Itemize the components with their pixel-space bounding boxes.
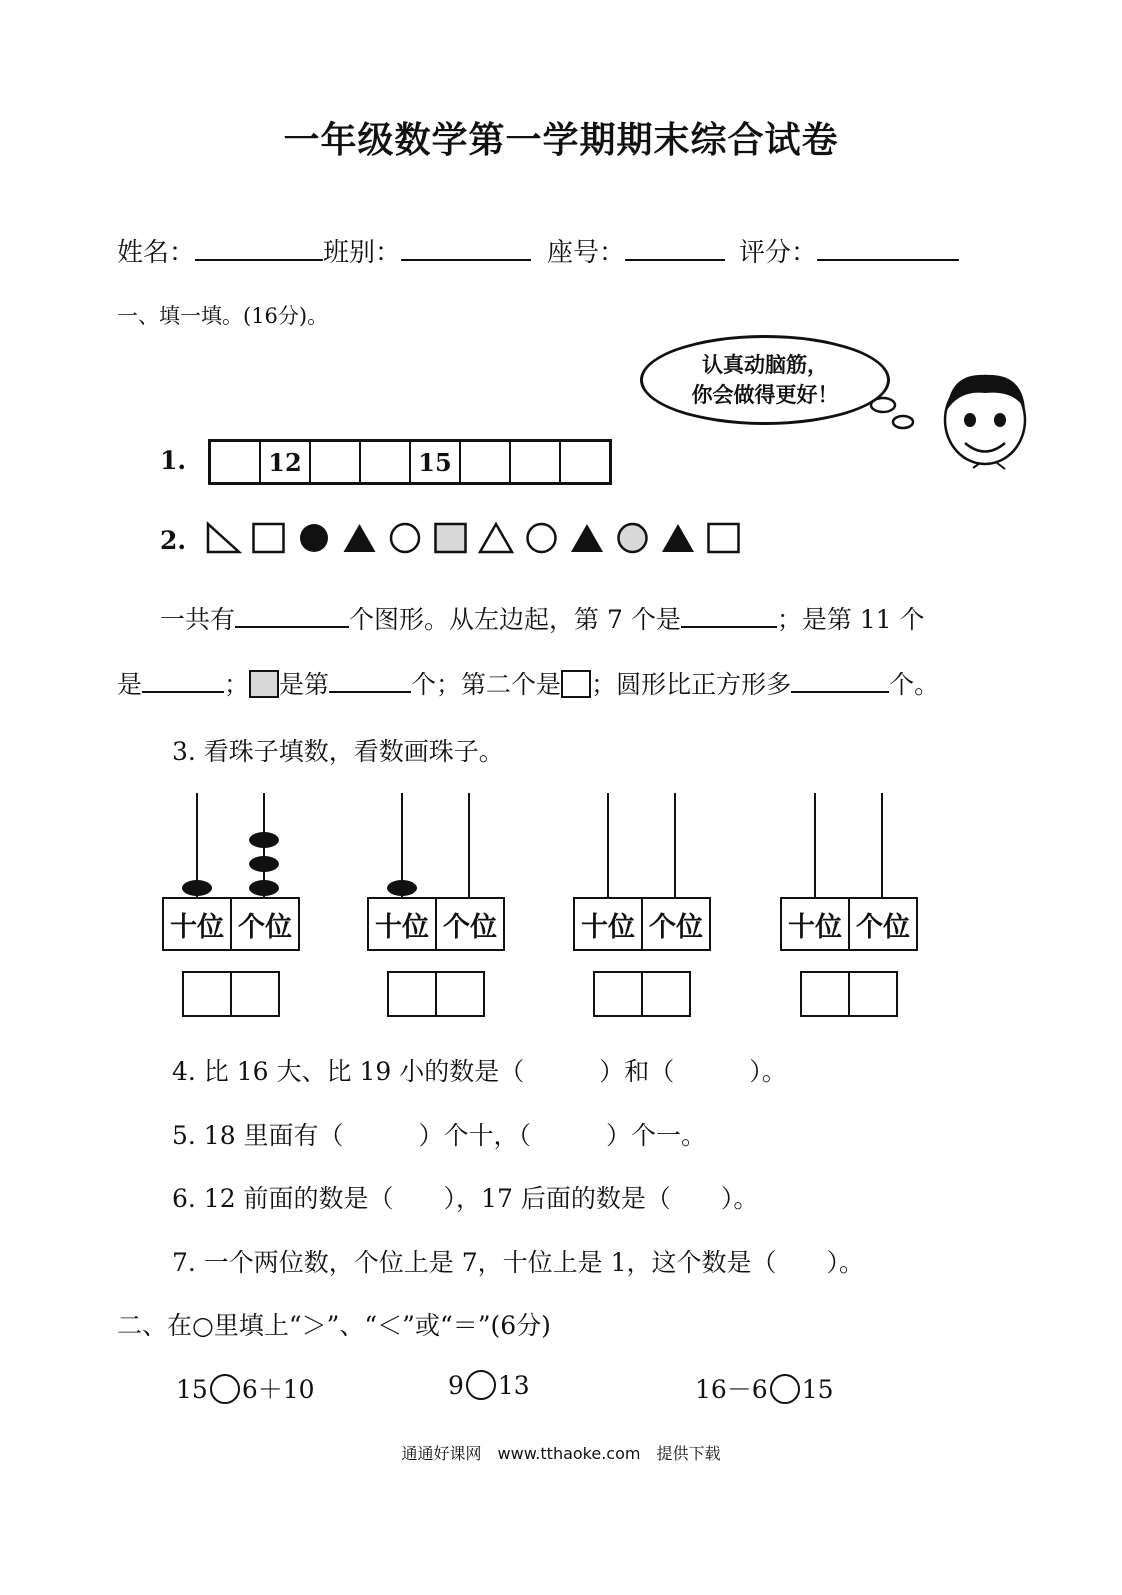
tens-label: 十位 — [575, 899, 643, 949]
bead-icon — [249, 856, 279, 872]
sequence-cell[interactable] — [511, 442, 561, 482]
ones-rod[interactable] — [468, 793, 470, 897]
gray-square-position-blank[interactable] — [329, 669, 411, 693]
place-value-label — [162, 897, 300, 951]
speech-bubble — [640, 335, 890, 425]
ones-label: 个位 — [649, 911, 703, 943]
q1-number: 1. — [160, 446, 187, 475]
total-shapes-blank[interactable] — [235, 604, 349, 628]
triangle-icon — [480, 524, 512, 552]
square-icon — [709, 524, 739, 552]
ones-label: 个位 — [238, 911, 292, 943]
q2-text-e: ； — [224, 670, 250, 699]
seventh-shape-blank[interactable] — [681, 604, 777, 628]
q2-text-c: ；是第 11 个 — [776, 605, 925, 634]
gray-square-icon — [436, 524, 466, 552]
sequence-cell[interactable] — [461, 442, 511, 482]
compare-circle[interactable] — [466, 1370, 496, 1400]
compare-right: 6＋10 — [241, 1375, 315, 1404]
q4-text: 4. 比 16 大、比 19 小的数是（ ）和（ ）。 — [172, 1057, 787, 1086]
q2-text-i: 个。 — [889, 670, 940, 699]
sequence-cell: 15 — [411, 442, 461, 482]
compare-item-2 — [448, 1370, 530, 1400]
q2-text-a: 一共有 — [160, 605, 236, 634]
sequence-cell: 12 — [261, 442, 311, 482]
abacus-answer-box[interactable] — [387, 971, 485, 1017]
tens-label: 十位 — [369, 899, 437, 949]
thought-bubbles — [855, 365, 1035, 475]
score-field[interactable] — [817, 237, 959, 261]
place-value-label — [573, 897, 711, 951]
speech-line-2: 你会做得更好！ — [691, 383, 839, 407]
filled-circle-icon — [300, 524, 328, 552]
q2-text-d: 是 — [117, 670, 143, 699]
ones-label: 个位 — [856, 911, 910, 943]
q2-text-h: ；圆形比正方形多 — [591, 670, 792, 699]
sequence-cell[interactable] — [361, 442, 411, 482]
filled-triangle-icon — [662, 524, 694, 552]
place-value-label — [780, 897, 918, 951]
ones-rod[interactable] — [674, 793, 676, 897]
filled-triangle-icon — [344, 524, 376, 552]
class-field[interactable] — [401, 237, 531, 261]
eleventh-shape-blank[interactable] — [142, 669, 224, 693]
sequence-cell[interactable] — [561, 442, 609, 482]
compare-right: 13 — [497, 1371, 530, 1400]
gray-circle-icon — [619, 524, 647, 552]
abacus-answer-box[interactable] — [800, 971, 898, 1017]
circle-icon — [391, 524, 419, 552]
footer-text: 通通好课网 www.tthaoke.com 提供下载 — [401, 1444, 721, 1463]
speech-line-1: 认真动脑筋， — [702, 353, 828, 377]
q5-text: 5. 18 里面有（ ）个十，（ ）个一。 — [172, 1121, 707, 1150]
q2-text-b: 个图形。从左边起，第 7 个是 — [349, 605, 681, 634]
section-2-heading: 二、在○里填上“＞”、“＜”或“＝”(6分) — [117, 1311, 551, 1340]
sequence-cell[interactable] — [211, 442, 261, 482]
square-icon — [254, 524, 284, 552]
bead-icon — [387, 880, 417, 896]
gray-square-icon — [249, 670, 279, 698]
circle-icon — [528, 524, 556, 552]
abacus-answer-box[interactable] — [593, 971, 691, 1017]
score-label: 评分： — [739, 238, 818, 268]
compare-circle[interactable] — [210, 1374, 240, 1404]
right-triangle-icon — [208, 524, 239, 552]
ones-label: 个位 — [443, 911, 497, 943]
student-info-line — [117, 232, 959, 269]
square-icon — [561, 670, 591, 698]
ones-rod[interactable] — [881, 793, 883, 897]
q7-text: 7. 一个两位数，个位上是 7，十位上是 1，这个数是（ ）。 — [172, 1248, 865, 1277]
number-sequence-row — [208, 439, 612, 485]
compare-item-1 — [176, 1370, 315, 1406]
page-title: 一年级数学第一学期期末综合试卷 — [283, 120, 839, 161]
tens-label: 十位 — [164, 899, 232, 949]
compare-item-3 — [695, 1370, 834, 1406]
filled-triangle-icon — [571, 524, 603, 552]
compare-right: 15 — [801, 1375, 834, 1404]
section-1-heading: 一、填一填。(16分)。 — [117, 304, 329, 328]
abacus-answer-box[interactable] — [182, 971, 280, 1017]
tens-rod[interactable] — [607, 793, 609, 897]
tens-label: 十位 — [782, 899, 850, 949]
q2-text-f: 是第 — [279, 670, 330, 699]
compare-left: 15 — [176, 1375, 208, 1404]
boy-face-icon — [945, 375, 1025, 469]
compare-left: 9 — [448, 1371, 464, 1400]
class-label: 班别： — [323, 238, 402, 268]
shape-sequence — [205, 518, 765, 558]
q6-text: 6. 12 前面的数是（ ），17 后面的数是（ ）。 — [172, 1184, 759, 1213]
q2-line-2 — [117, 665, 939, 701]
name-field[interactable] — [195, 237, 323, 261]
compare-circle[interactable] — [770, 1374, 800, 1404]
q2-text-g: 个；第二个是 — [411, 670, 562, 699]
compare-left: 16－6 — [695, 1375, 768, 1404]
name-label: 姓名： — [117, 238, 196, 268]
bead-icon — [249, 880, 279, 896]
bead-icon — [249, 832, 279, 848]
q2-line-1 — [160, 600, 925, 636]
tens-rod[interactable] — [814, 793, 816, 897]
bead-icon — [182, 880, 212, 896]
q2-number: 2. — [160, 526, 187, 555]
sequence-cell[interactable] — [311, 442, 361, 482]
place-value-label — [367, 897, 505, 951]
circle-square-diff-blank[interactable] — [791, 669, 889, 693]
seat-label: 座号： — [547, 238, 626, 268]
seat-field[interactable] — [625, 237, 725, 261]
q3-text: 3. 看珠子填数，看数画珠子。 — [172, 737, 504, 766]
